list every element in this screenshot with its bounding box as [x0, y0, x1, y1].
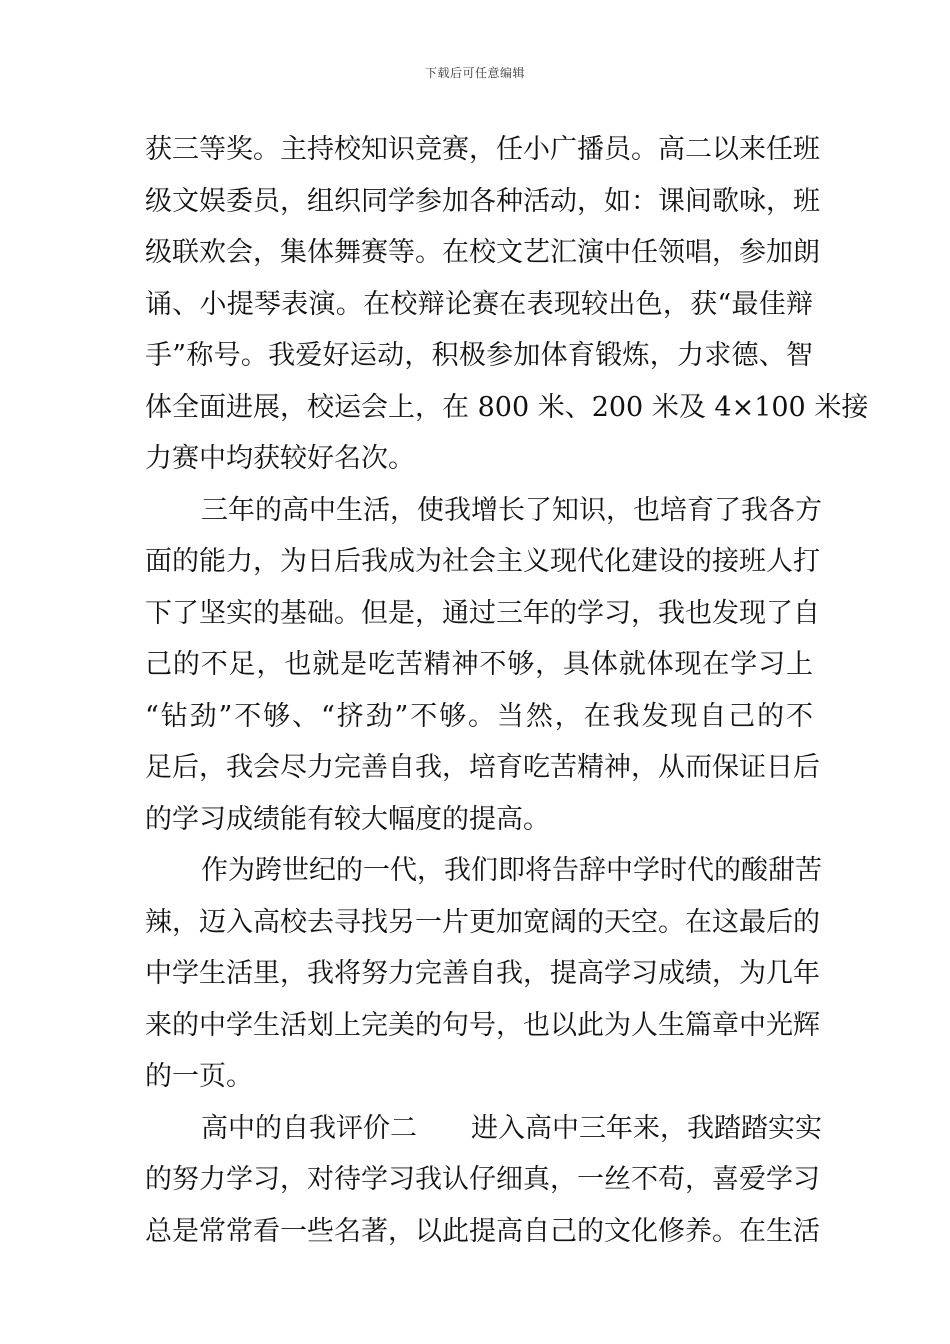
text-line: 获三等奖。主持校知识竞赛，任小广播员。高二以来任班 — [145, 134, 820, 165]
text-line: 的一页。 — [145, 1061, 253, 1092]
body-text — [145, 124, 869, 1257]
text-line: 的学习成绩能有较大幅度的提高。 — [145, 803, 550, 835]
text-line: 体全面进展，校运会上，在 800 米、200 米及 4×100 米接 — [145, 391, 869, 423]
text-line: 下了坚实的基础。但是，通过三年的学习，我也发现了自 — [145, 597, 820, 629]
text-line: 面的能力，为日后我成为社会主义现代化建设的接班人打 — [145, 546, 820, 577]
text-line: 总是常常看一些名著，以此提高自己的文化修养。在生活 — [145, 1215, 820, 1247]
paragraph-first-line: 三年的高中生活，使我增长了知识，也培育了我各方 — [201, 494, 822, 526]
text-line: 己的不足，也就是吃苦精神不够，具体就体现在学习上 — [145, 649, 813, 680]
text-line: 手”称号。我爱好运动，积极参加体育锻炼，力求德、智 — [145, 340, 813, 371]
paragraph-first-line: 作为跨世纪的一代，我们即将告辞中学时代的酸甜苦 — [201, 855, 822, 886]
text-line: 中学生活里，我将努力完善自我，提高学习成绩，为几年 — [145, 958, 820, 989]
text-line: 力赛中均获较好名次。 — [145, 443, 415, 474]
page-header: 下载后可任意编辑 — [424, 66, 525, 80]
text-line: 的努力学习，对待学习我认仔细真，一丝不苟，喜爱学习 — [145, 1164, 820, 1195]
text-line: “钻劲”不够、“挤劲”不够。当然，在我发现自己的不 — [145, 700, 813, 732]
text-line: 足后，我会尽力完善自我，培育吃苦精神，从而保证日后 — [145, 752, 820, 783]
paragraph-first-line: 高中的自我评价二 进入高中三年来，我踏踏实实 — [201, 1112, 822, 1144]
text-line: 诵、小提琴表演。在校辩论赛在表现较出色，获“最佳辩 — [145, 288, 813, 320]
text-line: 辣，迈入高校去寻找另一片更加宽阔的天空。在这最后的 — [145, 906, 820, 938]
text-line: 来的中学生活划上完美的句号，也以此为人生篇章中光辉 — [145, 1009, 820, 1041]
text-line: 级文娱委员，组织同学参加各种活动，如：课间歌咏，班 — [145, 185, 820, 217]
text-line: 级联欢会，集体舞赛等。在校文艺汇演中任领唱，参加朗 — [145, 237, 820, 268]
